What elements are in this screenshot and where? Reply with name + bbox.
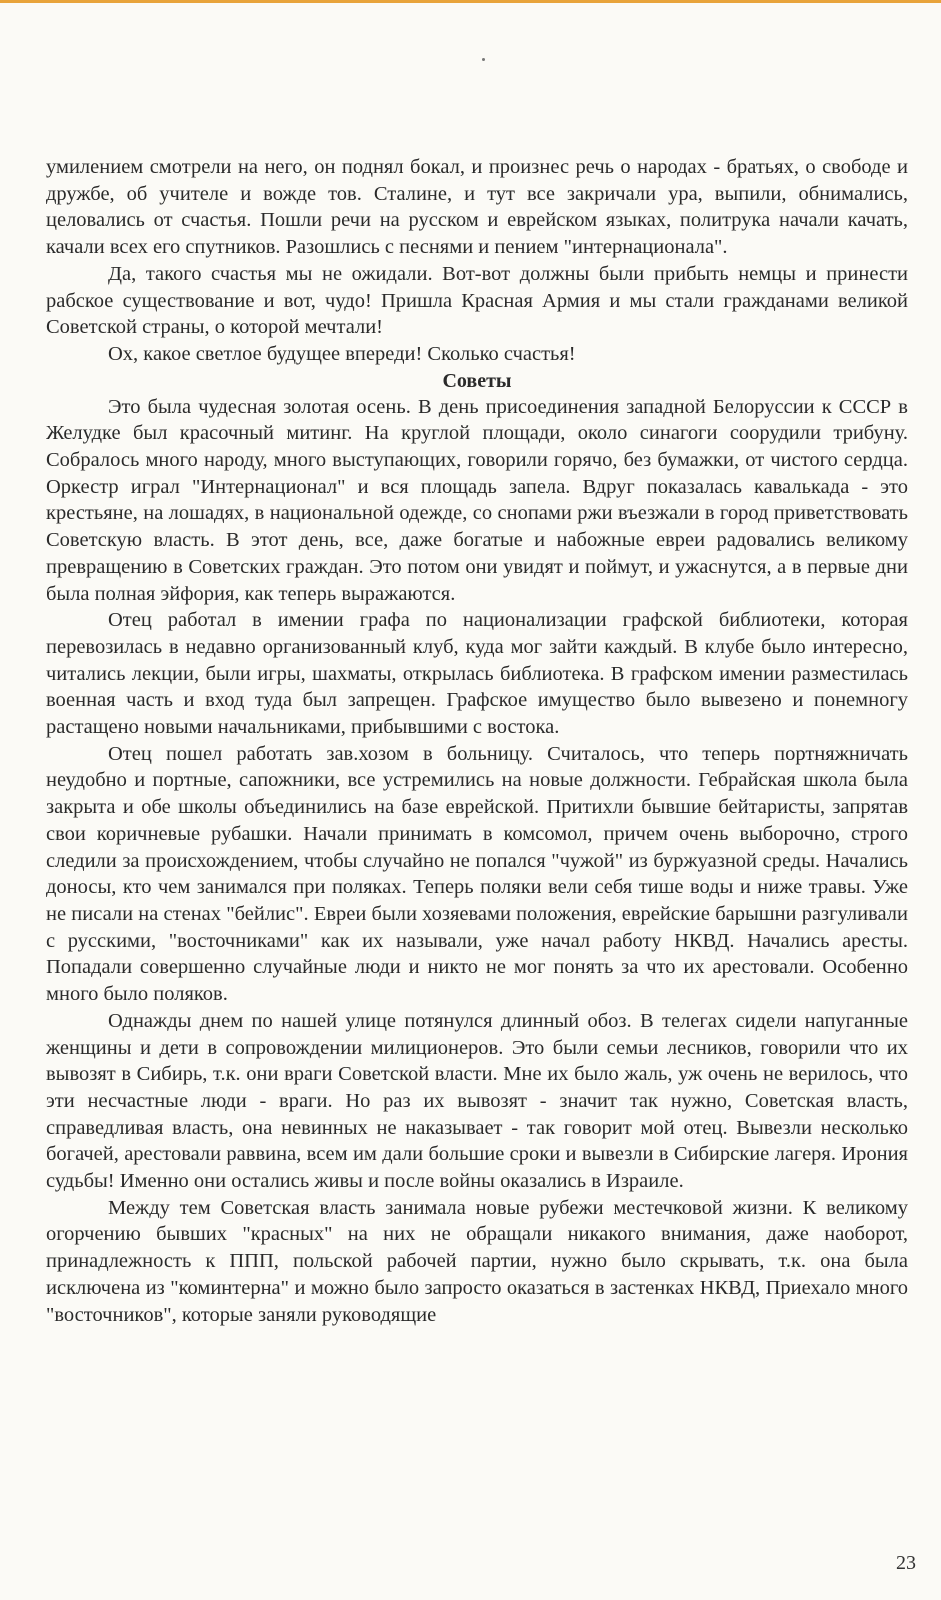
paragraph: Ох, какое светлое будущее впереди! Сколько счастья! <box>108 342 576 365</box>
paragraph: Да, такого счастья мы не ожидали. Вот-вот должны были прибыть немцы и принести рабское существование и вот, чудо! Пришла Красная Армия и мы стали гражданами великой Советской страны, о которой мечтали! <box>46 262 908 339</box>
paragraph: Между тем Советская власть занимала новые рубежи местечковой жизни. К великому огорчению бывших "красных" на них не обращали никакого внимания, даже наоборот, принадлежность к ППП, польской рабочей партии, нужно было скрывать, т.к. она была исключена из "коминтерна" и можно было запросто оказаться в застенках НКВД, Приехало много "восточников", которые заняли руководящие <box>46 1196 908 1326</box>
paragraph: Это была чудесная золотая осень. В день присоединения западной Белоруссии к СССР в Желудке был красочный митинг. На круглой площади, около синагоги соорудили трибуну. Собралось много народу, много выступающих, говорили горячо, без бумажки, от чистого сердца. Оркестр играл "Интернационал" и вся площадь запела. Вдруг показалась кавалькада - это крестьяне, на лошадях, в национальной одежде, со снопами ржи въезжали в город приветствовать Советскую власть. В этот день, все, даже богатые и набожные евреи радовались великому превращению в Советских граждан. Это потом они увидят и поймут, и ужаснутся, а в первые дни была полная эйфория, как теперь выражаются. <box>46 395 908 605</box>
scan-speck <box>482 58 485 61</box>
paragraph: умилением смотрели на него, он поднял бокал, и произнес речь о народах - братьях, о свободе и дружбе, об учителе и вожде тов. Сталине, и тут все закричали ура, выпили, обнимались, целовались от счастья. Пошли речи на русском и еврейском языках, политрука начали качать, качали всех его спутников. Разошлись с песнями и пением "интернационала". <box>46 156 908 259</box>
paragraph: Отец работал в имении графа по национализации графской библиотеки, которая перевозилась в недавно организованный клуб, куда мог зайти каждый. В клубе было интересно, читались лекции, были игры, шахматы, открылась библиотека. В графском имении разместилась военная часть и вход туда был запрещен. Графское имущество было вывезено и понемногу растащено новыми начальниками, прибывшими с востока. <box>46 609 908 739</box>
page-top-edge <box>0 0 941 3</box>
section-heading: Советы <box>442 369 512 392</box>
paragraph: Отец пошел работать зав.хозом в больницу. Считалось, что теперь портняжничать неудобно и портные, сапожники, все устремились на новые должности. Гебрайская школа была закрыта и обе школы объединились на базе еврейской. Притихли бывшие бейтаристы, запрятав свои коричневые рубашки. Начали принимать в комсомол, причем очень выборочно, строго следили за происхождением, чтобы случайно не попался "чужой" из буржуазной среды. Начались доносы, кто чем занимался при поляках. Теперь поляки вели себя тише воды и ниже травы. Уже не писали на стенах "бейлис". Евреи были хозяевами положения, еврейские барышни разгуливали с русскими, "восточниками" как их называли, уже начал работу НКВД. Начались аресты. Попадали совершенно случайные люди и никто не мог понять за что их арестовали. Особенно много было поляков. <box>46 742 908 1006</box>
paragraph: Однажды днем по нашей улице потянулся длинный обоз. В телегах сидели напуганные женщины и дети в сопровождении милиционеров. Это были семьи лесников, говорили что их вывозят в Сибирь, т.к. они враги Советской власти. Мне их было жаль, уж очень не верилось, что эти несчастные люди - враги. Но раз их вывозят - значит так нужно, Советская власть, справедливая власть, она невинных не наказывает - так говорит мой отец. Вывезли несколько богачей, арестовали раввина, всем им дали большие сроки и вывезли в Сибирские лагеря. Ирония судьбы! Именно они остались живы и после войны оказались в Израиле. <box>46 1009 908 1193</box>
document-body <box>46 154 908 1328</box>
page-number: 23 <box>896 1552 916 1574</box>
